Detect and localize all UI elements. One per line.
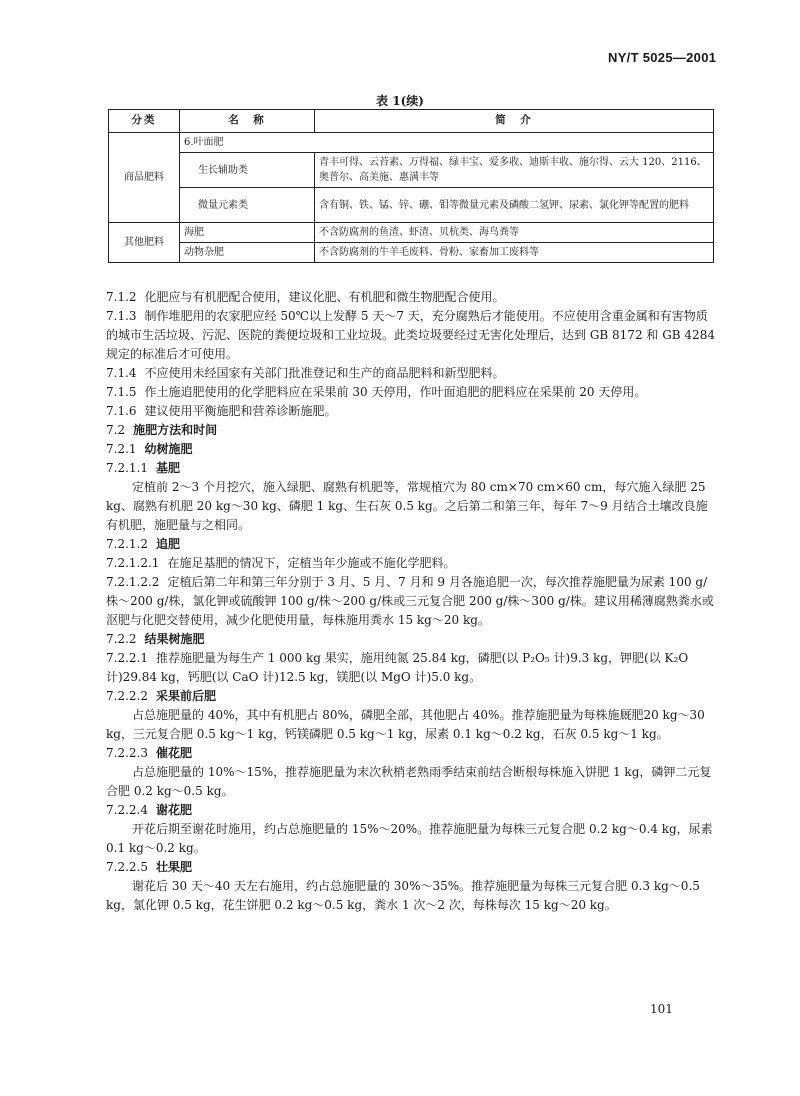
clause-number: 7.2.1.1 bbox=[106, 461, 148, 475]
clause bbox=[106, 383, 718, 402]
section-heading bbox=[106, 858, 718, 877]
clause bbox=[106, 573, 718, 630]
table-header-row bbox=[109, 110, 714, 133]
clause bbox=[106, 364, 718, 383]
cell-category: 商品肥料 bbox=[109, 133, 180, 223]
paragraph: 占总施肥量的 40%，其中有机肥占 80%，磷肥全部，其他肥占 40%。推荐施肥量为每株施厩肥20 kg～30 kg，三元复合肥 0.5 kg～1 kg，钙镁磷肥 0.5 kg～1 kg，尿素 0.1 kg～0.2 kg，石灰 0.5 kg～1 kg。 bbox=[106, 708, 705, 741]
clause-text: 推荐施肥量为每生产 1 000 kg 果实，施用纯氮 25.84 kg，磷肥(以 P₂O₅ 计)9.3 kg，钾肥(以 K₂O 计)29.84 kg，钙肥(以 CaO 计)12.5 kg，镁肥(以 MgO 计)5.0 kg。 bbox=[106, 651, 689, 684]
table-row bbox=[109, 243, 714, 263]
clause-number: 7.2.2.4 bbox=[106, 803, 148, 817]
clause-number: 7.2.1.2.2 bbox=[106, 575, 160, 589]
heading-text: 幼树施肥 bbox=[144, 442, 193, 456]
clause-number: 7.1.3 bbox=[106, 309, 137, 323]
clause bbox=[106, 288, 718, 307]
heading-text: 催花肥 bbox=[155, 746, 192, 760]
section-heading bbox=[106, 421, 718, 440]
clause bbox=[106, 307, 718, 364]
cell-desc: 青丰可得、云苔素、万得福、绿丰宝、爱多收、迪斯丰收、施尔得、云大 120、2116、奥普尔、高美施、惠满丰等 bbox=[315, 153, 714, 188]
cell-desc: 不含防腐剂的鱼渣、虾渣、贝杭类、海鸟粪等 bbox=[315, 223, 714, 243]
heading-text: 谢花肥 bbox=[155, 803, 192, 817]
clause-number: 7.1.4 bbox=[106, 366, 137, 380]
section-heading bbox=[106, 630, 718, 649]
cell-name: 6.叶面肥 bbox=[180, 133, 714, 153]
clause-number: 7.2.1 bbox=[106, 442, 137, 456]
heading-text: 采果前后肥 bbox=[155, 689, 216, 703]
section-heading bbox=[106, 744, 718, 763]
cell-name: 生长辅助类 bbox=[180, 153, 315, 188]
clause-text: 在施足基肥的情况下，定植当年少施或不施化学肥料。 bbox=[167, 556, 456, 570]
fertilizer-table bbox=[108, 109, 714, 263]
header-category: 分类 bbox=[109, 110, 180, 133]
clause-text: 建议使用平衡施肥和营养诊断施肥。 bbox=[144, 404, 337, 418]
heading-text: 壮果肥 bbox=[155, 860, 192, 874]
table-row bbox=[109, 133, 714, 153]
cell-name: 微量元素类 bbox=[180, 188, 315, 223]
header-intro: 简 介 bbox=[315, 110, 714, 133]
heading-text: 结果树施肥 bbox=[144, 632, 205, 646]
paragraph: 定植前 2～3 个月挖穴，施入绿肥、腐熟有机肥等，常规植穴为 80 cm×70 cm×60 cm，每穴施入绿肥 25 kg、腐熟有机肥 20 kg～30 kg、磷肥 1 kg、生石灰 0.5 kg。之后第二和第三年，每年 7～9 月结合土壤改良施有机肥，施肥量与之相同。 bbox=[106, 480, 708, 532]
cell-desc: 含有铜、铁、锰、锌、硼、钼等微量元素及磷酸二氢钾、尿素、氯化钾等配置的肥料 bbox=[315, 188, 714, 223]
clause-number: 7.1.6 bbox=[106, 404, 137, 418]
paragraph: 谢花后 30 天～40 天左右施用，约占总施肥量的 30%～35%。推荐施肥量为每株三元复合肥 0.3 kg～0.5 kg，氯化钾 0.5 kg，花生饼肥 0.2 kg～0.5 kg，粪水 1 次～2 次，每株每次 15 kg～20 kg。 bbox=[106, 879, 700, 912]
cell-name: 海肥 bbox=[180, 223, 315, 243]
section-heading bbox=[106, 459, 718, 478]
clause-text: 化肥应与有机肥配合使用，建议化肥、有机肥和微生物肥配合使用。 bbox=[144, 290, 505, 304]
table-row bbox=[109, 188, 714, 223]
clause-number: 7.2.2 bbox=[106, 632, 137, 646]
table-row bbox=[109, 153, 714, 188]
clause bbox=[106, 402, 718, 421]
heading-text: 基肥 bbox=[155, 461, 180, 475]
section-heading bbox=[106, 535, 718, 554]
header-name: 名 称 bbox=[180, 110, 315, 133]
section-heading bbox=[106, 687, 718, 706]
clause-number: 7.1.2 bbox=[106, 290, 137, 304]
section-heading bbox=[106, 801, 718, 820]
paragraph: 占总施肥量的 10%～15%，推荐施肥量为末次秋梢老熟雨季结束前结合断根每株施入饼肥 1 kg，磷钾二元复合肥 0.2 kg～0.5 kg。 bbox=[106, 765, 712, 798]
section-heading bbox=[106, 440, 718, 459]
clause-number: 7.2.2.3 bbox=[106, 746, 148, 760]
heading-text: 追肥 bbox=[155, 537, 180, 551]
standard-code: NY/T 5025—2001 bbox=[608, 50, 717, 65]
clause bbox=[106, 554, 718, 573]
clause-number: 7.2.2.1 bbox=[106, 651, 148, 665]
heading-text: 施肥方法和时间 bbox=[133, 423, 218, 437]
clause-text: 不应使用未经国家有关部门批准登记和生产的商品肥料和新型肥料。 bbox=[144, 366, 505, 380]
clause-text: 定植后第二年和第三年分别于 3 月、5 月、7 月和 9 月各施追肥一次，每次推荐施肥量为尿素 100 g/株～200 g/株，氯化钾或硫酸钾 100 g/株～200 g/株或三元复合肥 200 g/株～300 g/株。建议用稀薄腐熟粪水或沤肥与化肥交替使用，减少化肥使用量，每株施用粪水 15 kg～20 kg。 bbox=[106, 575, 714, 627]
clause bbox=[106, 649, 718, 687]
clause-number: 7.2.1.2.1 bbox=[106, 556, 160, 570]
table-row bbox=[109, 223, 714, 243]
clause-text: 作土施追肥使用的化学肥料应在采果前 30 天停用，作叶面追肥的肥料应在采果前 20 天停用。 bbox=[144, 385, 647, 399]
clause-number: 7.2.1.2 bbox=[106, 537, 148, 551]
cell-name: 动物杂肥 bbox=[180, 243, 315, 263]
document-body bbox=[106, 288, 718, 915]
page-number: 101 bbox=[650, 1002, 673, 1016]
cell-desc: 不含防腐剂的牛羊毛废料、骨粉、家畜加工废料等 bbox=[315, 243, 714, 263]
clause-number: 7.2.2.2 bbox=[106, 689, 148, 703]
paragraph: 开花后期至谢花时施用，约占总施肥量的 15%～20%。推荐施肥量为每株三元复合肥 0.2 kg～0.4 kg，尿素 0.1 kg～0.2 kg。 bbox=[106, 822, 713, 855]
clause-number: 7.2.2.5 bbox=[106, 860, 148, 874]
clause-text: 制作堆肥用的农家肥应经 50℃以上发酵 5 天～7 天，充分腐熟后才能使用。不应使用含重金属和有害物质的城市生活垃圾、污泥、医院的粪便垃圾和工业垃圾。此类垃圾要经过无害化处理后，达到 GB 8172 和 GB 4284 规定的标准后才可使用。 bbox=[106, 309, 715, 361]
cell-category: 其他肥料 bbox=[109, 223, 180, 263]
clause-number: 7.1.5 bbox=[106, 385, 137, 399]
clause-number: 7.2 bbox=[106, 423, 126, 437]
table-caption: 表 1(续) bbox=[376, 94, 424, 108]
